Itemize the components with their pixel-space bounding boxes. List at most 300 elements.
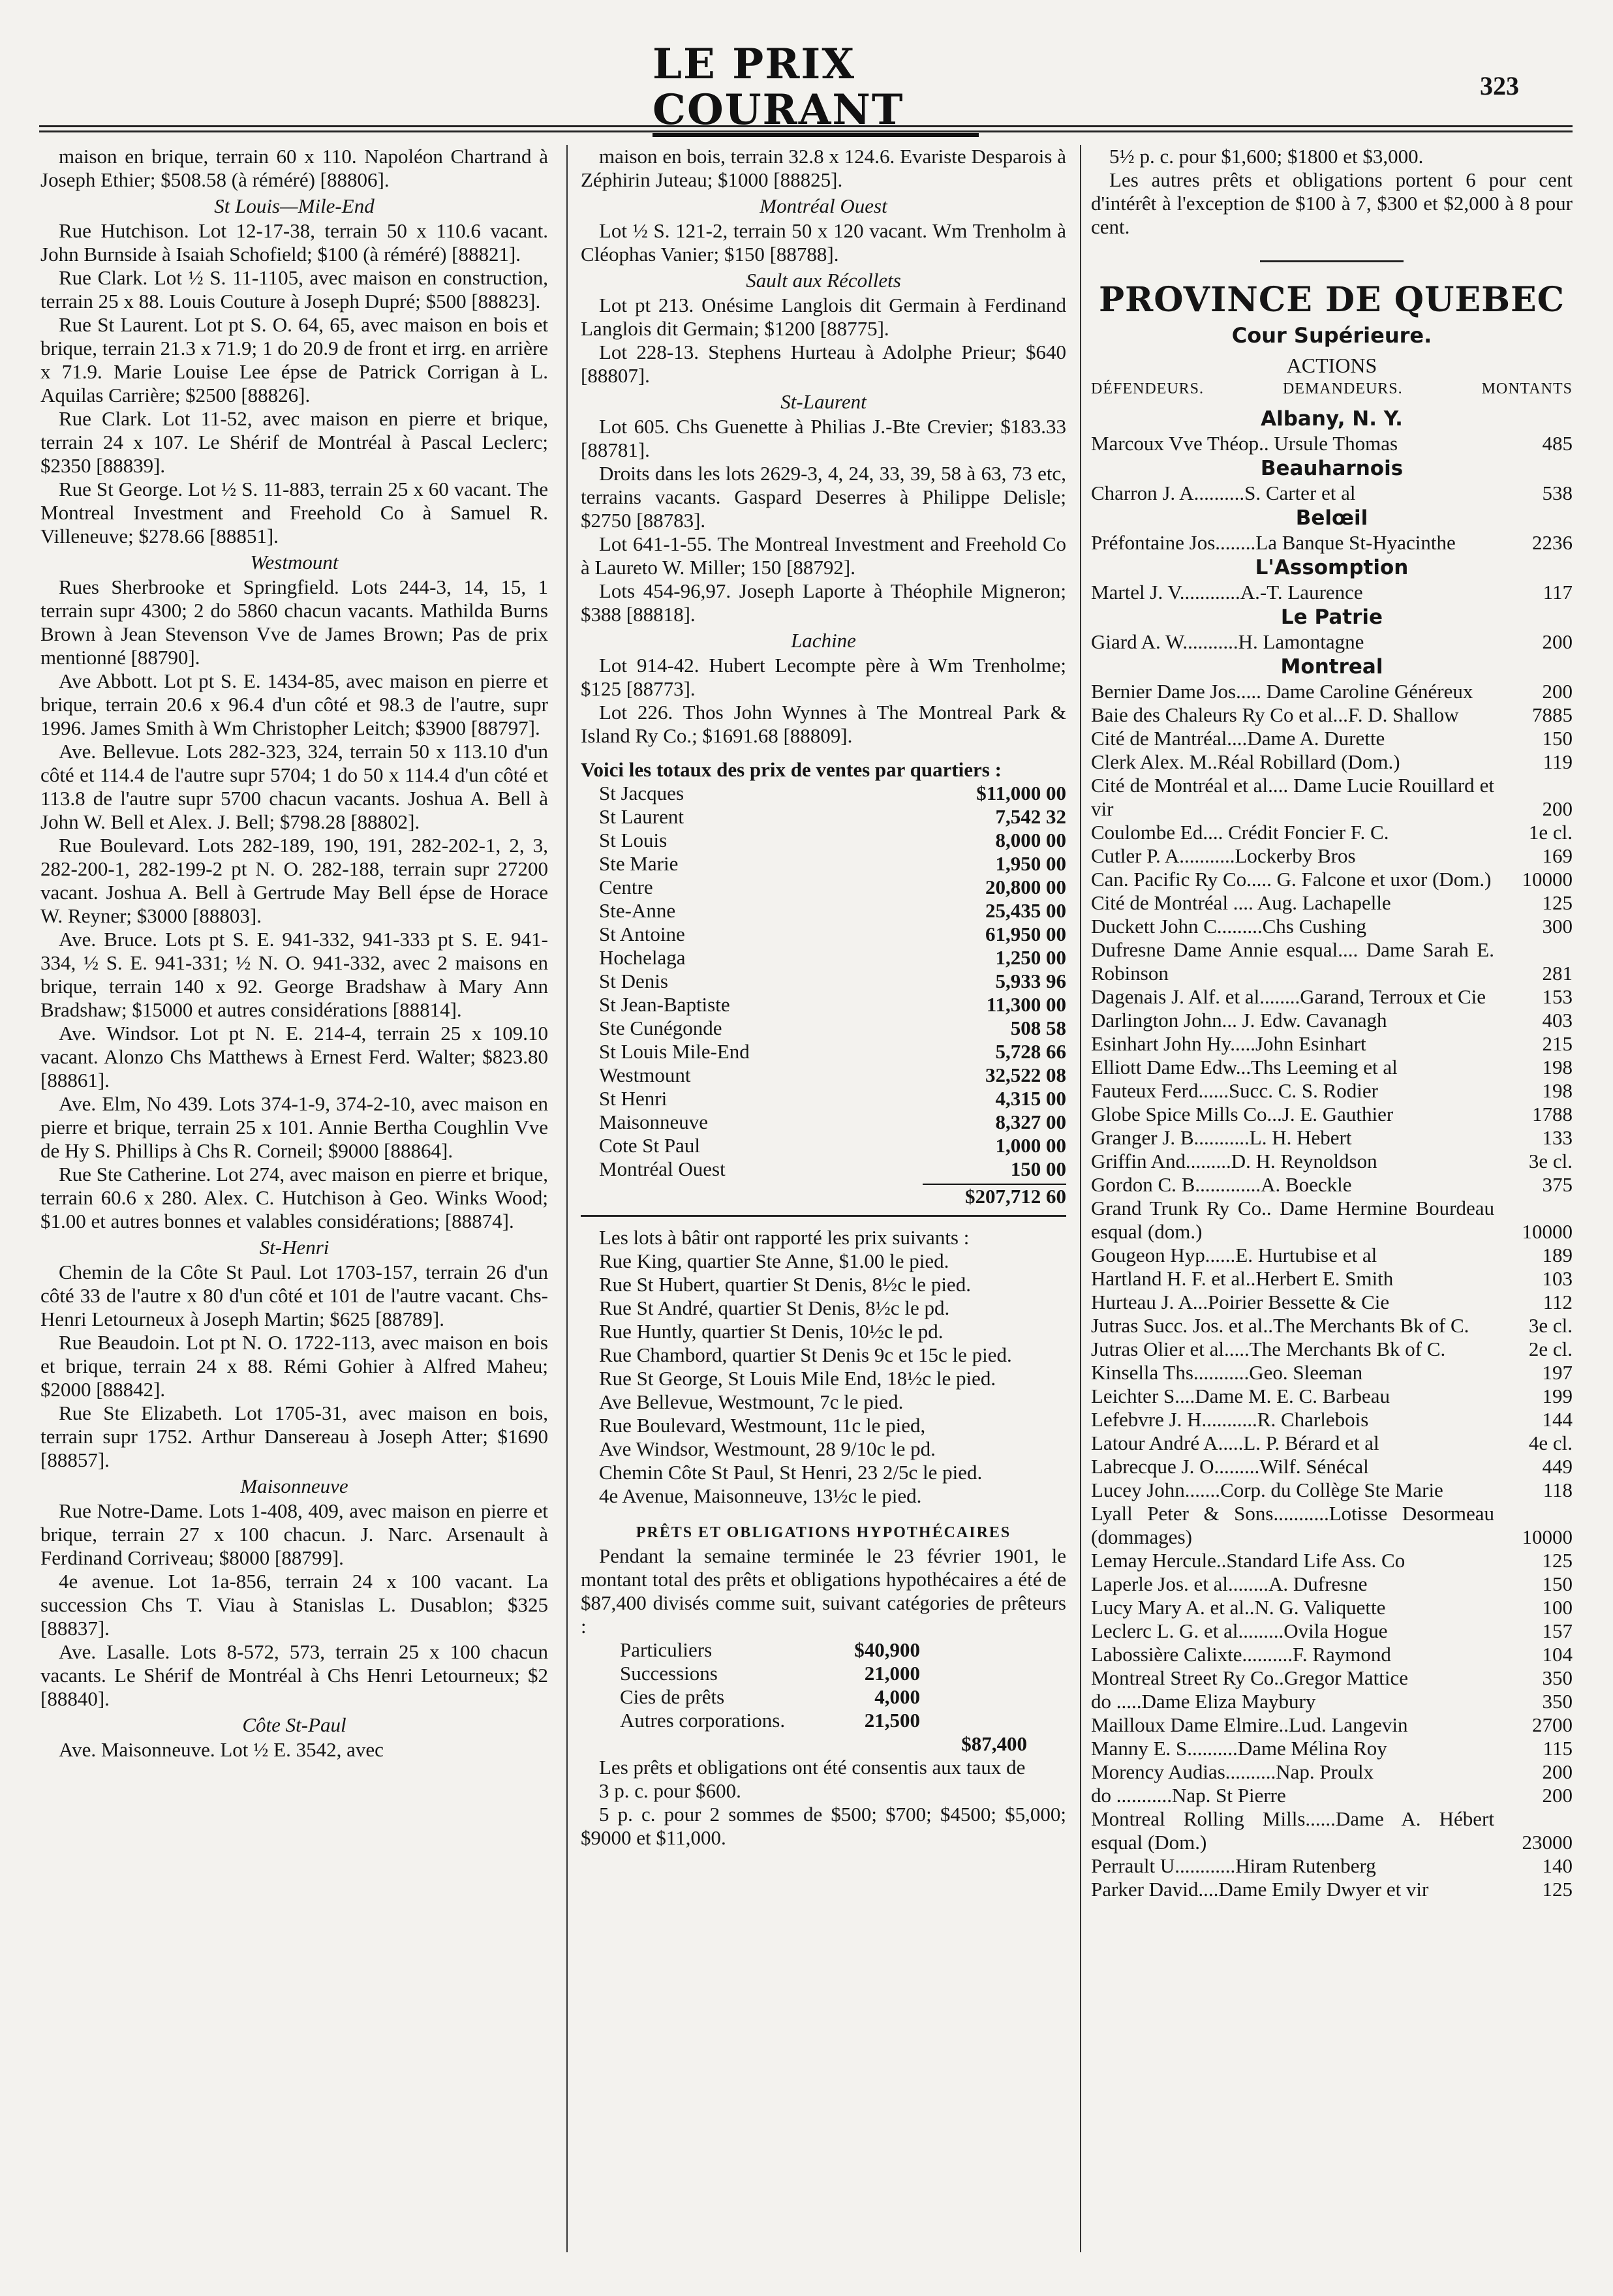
article-paragraph: Rues Sherbrooke et Springfield. Lots 244-3, 14, 15, 1 terrain supr 4300; 2 do 5860 chacun vacants. Mathilda Burns Brown à Jean Stevenson Vve de James Brown; Pas de prix mentionné [88790]. [40,575,548,669]
case-amount: 3e cl. [1528,1150,1573,1172]
case-parties: Préfontaine Jos........La Banque St-Hyacinthe [1091,531,1456,554]
district-name: St Denis [599,970,668,992]
case-parties: Hartland H. F. et al..Herbert E. Smith [1091,1267,1394,1290]
case-parties: Charron J. A..........S. Carter et al [1091,482,1356,504]
city-heading: Montreal [1280,655,1383,679]
loans-total: $87,400 [961,1732,1027,1755]
page-number: 323 [1480,71,1519,100]
case-amount: 150 [1542,727,1573,750]
case-parties: Lemay Hercule..Standard Life Ass. Co [1091,1549,1406,1572]
case-parties: Coulombe Ed.... Crédit Foncier F. C. [1091,821,1389,844]
case-parties: Esinhart John Hy.....John Esinhart [1091,1032,1366,1055]
case-parties: Clerk Alex. M..Réal Robillard (Dom.) [1091,750,1400,773]
case-amount: 2e cl. [1528,1338,1573,1360]
case-parties: Elliott Dame Edw...Ths Leeming et al [1091,1056,1398,1079]
cases-list [1091,407,1573,1901]
lot-price-item: 4e Avenue, Maisonneuve, 13½c le pied. [599,1484,922,1507]
masthead [653,39,979,134]
case-row [1091,891,1573,915]
loan-rate-line: Les autres prêts et obligations portent 6 pour cent d'intérêt à l'exception de $100 à 7, $300 et $2,000 à 8 pour cent. [1091,168,1573,238]
district-total: 7,542 32 [995,805,1066,828]
district-total: 1,250 00 [995,946,1066,969]
case-parties: Lucey John.......Corp. du Collège Ste Marie [1091,1478,1443,1501]
case-amount: 449 [1542,1455,1573,1478]
case-row [1091,1784,1573,1807]
case-parties: Baie des Chaleurs Ry Co et al...F. D. Shallow [1091,703,1459,726]
case-parties: Cité de Mantréal....Dame A. Durette [1091,727,1385,750]
case-parties: Montreal Rolling Mills......Dame A. Hébert esqual (Dom.) [1091,1807,1494,1854]
case-amount: 125 [1542,891,1573,914]
province-title: PROVINCE DE QUEBEC [1098,280,1565,320]
case-parties: Fauteux Ferd......Succ. C. S. Rodier [1091,1079,1378,1102]
article-paragraph: Lot 228-13. Stephens Hurteau à Adolphe Prieur; $640 [88807]. [581,341,1066,387]
case-parties: Marcoux Vve Théop.. Ursule Thomas [1091,432,1398,455]
lot-price-item: Rue Boulevard, Westmount, 11c le pied, [599,1414,926,1437]
case-row [1091,938,1573,985]
case-row [1091,1385,1573,1408]
totals-grand-total: $207,712 60 [965,1185,1066,1208]
case-amount: 403 [1542,1009,1573,1032]
case-parties: Hurteau J. A...Poirier Bessette & Cie [1091,1291,1390,1313]
case-amount: 350 [1542,1666,1573,1689]
case-row [1091,1619,1573,1643]
case-row [1091,1760,1573,1784]
case-row [1091,844,1573,868]
totals-row [581,876,1066,899]
column-separator [566,145,568,2252]
ornamental-rule [1091,248,1573,271]
loan-rate-line: Les prêts et obligations ont été consentis aux taux de [599,1756,1026,1779]
lender-category: Autres corporations. [620,1709,786,1732]
case-row [1091,1854,1573,1878]
case-row [1091,1079,1573,1103]
article-paragraph: Ave. Maisonneuve. Lot ½ E. 3542, avec [59,1738,384,1761]
case-parties: do .....Dame Eliza Maybury [1091,1690,1316,1713]
district-total: 5,728 66 [995,1040,1066,1063]
case-amount: 153 [1542,985,1573,1008]
lender-amount: 21,500 [864,1709,920,1732]
lot-price-item: Rue King, quartier Ste Anne, $1.00 le pied. [599,1249,949,1272]
case-row [1091,1737,1573,1760]
case-amount: 200 [1542,680,1573,703]
case-row [1091,630,1573,654]
column-1 [40,145,548,1762]
case-amount: 281 [1542,962,1573,985]
article-paragraph: Lots 454-96,97. Joseph Laporte à Théophile Migneron; $388 [88818]. [581,579,1066,626]
case-row [1091,1361,1573,1385]
case-row [1091,1267,1573,1291]
lender-category: Successions [620,1662,718,1685]
totals-title: Voici les totaux des prix de ventes par quartiers : [581,758,1002,781]
case-row [1091,1690,1573,1713]
case-amount: 150 [1542,1572,1573,1595]
case-row [1091,1314,1573,1338]
district-name: Cote St Paul [599,1134,701,1157]
article-paragraph: Rue St George. Lot ½ S. 11-883, terrain 25 x 60 vacant. The Montreal Investment and Freehold Co à Samuel R. Villeneuve; $278.66 [88851]. [40,478,548,547]
totals-row [581,993,1066,1017]
article-paragraph: maison en bois, terrain 32.8 x 124.6. Evariste Desparois à Zéphirin Juteau; $1000 [88825]. [581,145,1066,191]
district-total: 4,315 00 [995,1087,1066,1110]
case-row [1091,1197,1573,1244]
article-paragraph: Rue Hutchison. Lot 12-17-38, terrain 50 x 110.6 vacant. John Burnside à Isaiah Schofield; $100 (à réméré) [88821]. [40,219,548,266]
case-parties: Cité de Montréal .... Aug. Lachapelle [1091,891,1391,914]
article-paragraph: Lot 226. Thos John Wynnes à The Montreal Park & Island Ry Co.; $1691.68 [88809]. [581,701,1066,747]
section-heading: Westmount [250,551,339,574]
case-amount: 485 [1542,432,1573,455]
district-total: 11,300 00 [986,993,1066,1016]
article-paragraph: Ave. Lasalle. Lots 8-572, 573, terrain 25 x 100 chacun vacants. Le Shérif de Montréal à Chs Henri Letourneux; $2 [88840]. [40,1640,548,1710]
case-row [1091,1126,1573,1150]
article-paragraph: Rue Clark. Lot ½ S. 11-1105, avec maison en construction, terrain 25 x 88. Louis Couture à Joseph Dupré; $500 [88823]. [40,266,548,313]
case-row [1091,581,1573,604]
district-total: 150 00 [1010,1157,1066,1180]
case-row [1091,1455,1573,1478]
case-amount: 189 [1542,1244,1573,1266]
section-heading: Montréal Ouest [760,194,887,217]
case-amount: 3e cl. [1528,1314,1573,1337]
case-parties: Granger J. B...........L. H. Hebert [1091,1126,1352,1149]
case-amount: 199 [1542,1385,1573,1407]
case-row [1091,482,1573,505]
totals-row [581,1134,1066,1157]
article-paragraph: Ave. Bruce. Lots pt S. E. 941-332, 941-333 pt S. E. 941-334, ½ S. E. 941-331; ½ N. O. 941-332, avec 2 maisons en brique, terrain 140 x 92. George Bradshaw à Mary Ann Bradshaw; $15000 et autres considérations [88814]. [40,928,548,1021]
column-2 [581,145,1066,1850]
district-name: St Louis [599,829,668,851]
case-amount: 118 [1543,1478,1573,1501]
lender-amount: 21,000 [864,1662,920,1685]
section-heading: Maisonneuve [240,1475,348,1497]
lot-price-item: Rue Chambord, quartier St Denis 9c et 15c le pied. [599,1343,1012,1366]
case-parties: Griffin And.........D. H. Reynoldson [1091,1150,1377,1172]
lot-price-item: Chemin Côte St Paul, St Henri, 23 2/5c le pied. [599,1461,983,1484]
actions-title: ACTIONS [1286,354,1377,377]
totals-row [581,805,1066,829]
case-row [1091,727,1573,750]
case-parties: Cutler P. A...........Lockerby Bros [1091,844,1356,867]
totals-row [581,899,1066,923]
case-amount: 125 [1542,1549,1573,1572]
case-amount: 103 [1542,1267,1573,1290]
case-amount: 140 [1542,1854,1573,1877]
lender-category: Particuliers [620,1638,713,1661]
case-row [1091,1572,1573,1596]
city-heading: Le Patrie [1280,605,1383,629]
case-row [1091,1713,1573,1737]
case-row [1091,1408,1573,1431]
case-row [1091,1103,1573,1126]
case-parties: Laperle Jos. et al........A. Dufresne [1091,1572,1368,1595]
article-paragraph: Ave. Elm, No 439. Lots 374-1-9, 374-2-10, avec maison en pierre et brique, terrain 25 x 101. Annie Bertha Coughlin Vve de Hy S. Phillips à Chs R. Corneil; $9000 [88864]. [40,1092,548,1162]
case-amount: 10000 [1522,868,1573,891]
case-parties: Labossière Calixte..........F. Raymond [1091,1643,1391,1666]
case-amount: 215 [1542,1032,1573,1055]
district-total: 25,435 00 [985,899,1066,922]
lots-intro: Les lots à bâtir ont rapporté les prix suivants : [599,1226,970,1249]
case-amount: 119 [1543,750,1573,773]
article-paragraph: Rue Beaudoin. Lot pt N. O. 1722-113, avec maison en bois et brique, terrain 24 x 88. Rémi Gohier à Alfred Maheu; $2000 [88842]. [40,1331,548,1401]
case-parties: Mailloux Dame Elmire..Lud. Langevin [1091,1713,1408,1736]
case-amount: 300 [1542,915,1573,938]
district-name: Westmount [599,1064,691,1086]
lot-price-item: Rue St George, St Louis Mile End, 18½c le pied. [599,1367,996,1390]
header-rule-double [39,130,1573,132]
case-row [1091,1502,1573,1549]
totals-row [581,1157,1066,1181]
case-amount: 104 [1542,1643,1573,1666]
case-amount: 169 [1542,844,1573,867]
case-amount: 198 [1542,1079,1573,1102]
case-amount: 350 [1542,1690,1573,1713]
case-row [1091,1173,1573,1197]
case-parties: do ...........Nap. St Pierre [1091,1784,1286,1807]
masthead-title: LE PRIX COURANT [653,42,979,138]
district-name: Montréal Ouest [599,1157,726,1180]
case-amount: 117 [1543,581,1573,604]
article-paragraph: Rue St Laurent. Lot pt S. O. 64, 65, avec maison en bois et brique, terrain 21.3 x 71.9; 1 do 20.9 de front et irrg. en arrière x 71.9. Marie Louise Lee épse de Patrick Corrigan à L. Aquilas Carrière; $2500 [88826]. [40,313,548,406]
city-heading: Belœil [1295,506,1368,530]
article-paragraph: Lot ½ S. 121-2, terrain 50 x 120 vacant. Wm Trenholm à Cléophas Vanier; $150 [88788]. [581,219,1066,266]
district-name: Ste-Anne [599,899,676,922]
district-total: 508 58 [1010,1017,1066,1039]
case-amount: 1e cl. [1528,821,1573,844]
case-parties: Kinsella Ths...........Geo. Sleeman [1091,1361,1363,1384]
header-demandeurs: DEMANDEURS. [1282,380,1403,397]
case-parties: Duckett John C.........Chs Cushing [1091,915,1366,938]
loans-row [581,1662,1066,1685]
article-paragraph: Ave Abbott. Lot pt S. E. 1434-85, avec maison en pierre et brique, terrain 20.6 x 96.4 d'un côté et 98.3 de l'autre, supr 1996. James Smith à Wm Christopher Leitch; $3900 [88797]. [40,669,548,739]
article-paragraph: Rue Clark. Lot 11-52, avec maison en pierre et brique, terrain 24 x 107. Le Shérif de Montréal à Pascal Leclerc; $2350 [88839]. [40,407,548,477]
case-amount: 375 [1542,1173,1573,1196]
case-row [1091,1291,1573,1314]
section-heading: Côte St-Paul [242,1713,346,1736]
case-row [1091,1431,1573,1455]
case-row [1091,1009,1573,1032]
case-amount: 125 [1542,1878,1573,1901]
city-heading: L'Assomption [1255,556,1409,579]
case-row [1091,1596,1573,1619]
case-parties: Cité de Montréal et al.... Dame Lucie Rouillard et vir [1091,774,1494,820]
case-amount: 2236 [1532,531,1573,554]
district-name: Ste Cunégonde [599,1017,722,1039]
case-parties: Labrecque J. O.........Wilf. Sénécal [1091,1455,1369,1478]
lot-price-item: Rue St André, quartier St Denis, 8½c le pd. [599,1296,950,1319]
case-row [1091,1807,1573,1854]
district-total: 20,800 00 [985,876,1066,898]
case-parties: Dufresne Dame Annie esqual.... Dame Sarah E. Robinson [1091,938,1494,985]
case-parties: Lucy Mary A. et al..N. G. Valiquette [1091,1596,1386,1619]
section-divider [581,1215,1066,1217]
case-row [1091,1643,1573,1666]
district-total: 8,327 00 [995,1110,1066,1133]
article-paragraph: Lot pt 213. Onésime Langlois dit Germain à Ferdinand Langlois dit Germain; $1200 [88775]. [581,294,1066,340]
court-title: Cour Supérieure. [1231,323,1432,348]
totals-row [581,852,1066,876]
case-parties: Leichter S....Dame M. E. C. Barbeau [1091,1385,1390,1407]
column-separator [1080,145,1081,2252]
case-parties: Dagenais J. Alf. et al........Garand, Terroux et Cie [1091,985,1486,1008]
district-name: St Laurent [599,805,684,828]
case-row [1091,985,1573,1009]
case-parties: Latour André A.....L. P. Bérard et al [1091,1431,1379,1454]
case-amount: 200 [1542,1760,1573,1783]
loan-rate-line: 3 p. c. pour $600. [599,1779,741,1802]
case-row [1091,1878,1573,1901]
district-total: 32,522 08 [985,1064,1066,1086]
case-row [1091,432,1573,455]
case-parties: Grand Trunk Ry Co.. Dame Hermine Bourdeau esqual (dom.) [1091,1197,1494,1243]
district-name: St Louis Mile-End [599,1040,750,1063]
case-row [1091,915,1573,938]
lot-price-item: Ave Bellevue, Westmount, 7c le pied. [599,1390,904,1413]
case-amount: 157 [1542,1619,1573,1642]
case-amount: 100 [1542,1596,1573,1619]
article-paragraph: Rue Boulevard. Lots 282-189, 190, 191, 282-202-1, 2, 3, 282-200-1, 282-199-2 pt N. O. 282-188, terrain supr 27200 vacant. Joshua A. Bell à Gertrude May Bell épse de Horace W. Reyner; $3000 [88803]. [40,834,548,927]
case-amount: 2700 [1532,1713,1573,1736]
case-amount: 4e cl. [1528,1431,1573,1454]
district-total: 1,000 00 [995,1134,1066,1157]
case-row [1091,774,1573,821]
totals-row [581,782,1066,805]
header-defendeurs: DÉFENDEURS. [1091,380,1205,397]
district-name: St Jean-Baptiste [599,993,730,1016]
loans-row [581,1685,1066,1709]
city-heading: Albany, N. Y. [1261,407,1403,431]
lender-amount: $40,900 [854,1638,920,1661]
case-parties: Martel J. V............A.-T. Laurence [1091,581,1363,604]
case-row [1091,1338,1573,1361]
case-parties: Giard A. W...........H. Lamontagne [1091,630,1364,653]
case-row [1091,821,1573,844]
case-amount: 198 [1542,1056,1573,1079]
case-amount: 7885 [1532,703,1573,726]
loans-rates-continued [1091,145,1573,239]
district-name: Hochelaga [599,946,686,969]
case-row [1091,1478,1573,1502]
case-parties: Manny E. S..........Dame Mélina Roy [1091,1737,1387,1760]
article-paragraph: Lot 605. Chs Guenette à Philias J.-Bte Crevier; $183.33 [88781]. [581,415,1066,461]
case-parties: Montreal Street Ry Co..Gregor Mattice [1091,1666,1409,1689]
case-parties: Lefebvre J. H...........R. Charlebois [1091,1408,1369,1431]
loan-rate-line: 5 p. c. pour 2 sommes de $500; $700; $4500; $5,000; $9000 et $11,000. [581,1803,1066,1849]
case-row [1091,703,1573,727]
case-parties: Globe Spice Mills Co...J. E. Gauthier [1091,1103,1394,1125]
district-total: 61,950 00 [985,923,1066,945]
section-heading: St-Laurent [780,390,867,413]
district-name: Maisonneuve [599,1110,709,1133]
case-amount: 133 [1542,1126,1573,1149]
article-paragraph: Rue Notre-Dame. Lots 1-408, 409, avec maison en pierre et brique, terrain 27 x 100 chacun. J. Narc. Arsenault à Ferdinand Corriveau; $8000 [88799]. [40,1499,548,1569]
case-parties: Parker David....Dame Emily Dwyer et vir [1091,1878,1429,1901]
case-amount: 144 [1542,1408,1573,1431]
header-rule [39,125,1573,127]
totals-row [581,829,1066,852]
case-parties: Darlington John... J. Edw. Cavanagh [1091,1009,1387,1032]
column-3 [1091,145,1573,1901]
totals-row [581,1064,1066,1087]
loans-row [581,1709,1066,1732]
case-parties: Gordon C. B.............A. Boeckle [1091,1173,1352,1196]
case-parties: Jutras Olier et al.....The Merchants Bk of C. [1091,1338,1446,1360]
case-amount: 23000 [1522,1831,1573,1854]
case-parties: Jutras Succ. Jos. et al..The Merchants Bk of C. [1091,1314,1469,1337]
case-parties: Gougeon Hyp......E. Hurtubise et al [1091,1244,1377,1266]
section-heading: Sault aux Récollets [746,269,901,292]
article-paragraph: maison en brique, terrain 60 x 110. Napoléon Chartrand à Joseph Ethier; $508.58 (à réméré) [88806]. [40,145,548,191]
case-amount: 200 [1542,630,1573,653]
case-row [1091,1244,1573,1267]
district-name: St Henri [599,1087,668,1110]
district-total: 8,000 00 [995,829,1066,851]
case-row [1091,1032,1573,1056]
case-parties: Morency Audias..........Nap. Proulx [1091,1760,1374,1783]
case-row [1091,1666,1573,1690]
loans-intro: Pendant la semaine terminée le 23 février 1901, le montant total des prêts et obligations hypothécaires a été de $87,400 divisés comme suit, suivant catégories de prêteurs : [581,1544,1066,1638]
district-total: 5,933 96 [995,970,1066,992]
district-name: St Jacques [599,782,684,804]
cases-header [1091,377,1573,401]
totals-row [581,923,1066,946]
article-paragraph: Ave. Windsor. Lot pt N. E. 214-4, terrain 25 x 109.10 vacant. Alonzo Chs Matthews à Ernest Ferd. Walter; $823.80 [88861]. [40,1022,548,1092]
loans-title: PRÊTS ET OBLIGATIONS HYPOTHÉCAIRES [636,1524,1011,1541]
case-amount: 10000 [1522,1220,1573,1243]
section-heading: St Louis—Mile-End [214,194,375,217]
case-parties: Can. Pacific Ry Co..... G. Falcone et uxor (Dom.) [1091,868,1492,891]
case-row [1091,680,1573,703]
lot-price-item: Ave Windsor, Westmount, 28 9/10c le pd. [599,1437,936,1460]
case-amount: 112 [1543,1291,1573,1313]
section-heading: St-Henri [259,1236,330,1259]
case-parties: Leclerc L. G. et al.........Ovila Hogue [1091,1619,1388,1642]
article-paragraph: Lot 914-42. Hubert Lecompte père à Wm Trenholme; $125 [88773]. [581,654,1066,700]
district-total: 1,950 00 [995,852,1066,875]
case-amount: 1788 [1532,1103,1573,1125]
district-name: Centre [599,876,653,898]
article-paragraph: 4e avenue. Lot 1a-856, terrain 24 x 100 vacant. La succession Chs T. Viau à Stanislas L. Dusablon; $325 [88837]. [40,1570,548,1640]
article-paragraph: Ave. Bellevue. Lots 282-323, 324, terrain 50 x 113.10 d'un côté et 114.4 de l'autre supr 5704; 1 do 50 x 114.4 d'un côté et 113.8 de l'autre supr 5700 chacun vacants. Joshua A. Bell à John W. Bell et Alex. J. Bell; $798.28 [88802]. [40,740,548,833]
case-parties: Bernier Dame Jos..... Dame Caroline Généreux [1091,680,1473,703]
case-amount: 538 [1542,482,1573,504]
article-paragraph: Lot 641-1-55. The Montreal Investment and Freehold Co à Laureto W. Miller; 150 [88792]. [581,532,1066,579]
case-amount: 197 [1542,1361,1573,1384]
case-amount: 200 [1542,1784,1573,1807]
article-paragraph: Rue Ste Elizabeth. Lot 1705-31, avec maison en bois, terrain supr 1752. Arthur Dansereau à Joseph Atter; $1690 [88857]. [40,1401,548,1471]
lender-category: Cies de prêts [620,1685,725,1708]
article-paragraph: Chemin de la Côte St Paul. Lot 1703-157, terrain 26 d'un côté 33 de l'autre x 80 d'un côté et 101 de l'autre vacant. Chs-Henri Letourneux à Joseph Martin; $625 [88789]. [40,1261,548,1330]
article-paragraph: Rue Ste Catherine. Lot 274, avec maison en pierre et brique, terrain 60.6 x 280. Alex. C. Hutchison à Geo. Winks Wood; $1.00 et autres bonnes et valables considérations; [88874]. [40,1163,548,1232]
loan-rate-line: 5½ p. c. pour $1,600; $1800 et $3,000. [1109,145,1424,168]
totals-row [581,1040,1066,1064]
lot-price-item: Rue Huntly, quartier St Denis, 10½c le pd. [599,1320,944,1343]
case-amount: 200 [1542,797,1573,820]
district-name: Ste Marie [599,852,679,875]
lender-amount: 4,000 [874,1685,920,1708]
case-row [1091,531,1573,555]
case-parties: Lyall Peter & Sons...........Lotisse Desormeau (dommages) [1091,1502,1494,1548]
lots-prices-list [581,1249,1066,1508]
totals-row [581,970,1066,993]
case-row [1091,868,1573,891]
case-row [1091,1056,1573,1079]
header-montants: MONTANTS [1481,380,1573,397]
section-heading: Lachine [791,629,856,652]
column-2-sales [581,145,1066,748]
lot-price-item: Rue St Hubert, quartier St Denis, 8½c le pied. [599,1273,971,1296]
loans-row [581,1638,1066,1662]
case-amount: 10000 [1522,1525,1573,1548]
totals-row [581,1087,1066,1110]
article-paragraph: Droits dans les lots 2629-3, 4, 24, 33, 39, 58 à 63, 73 etc, terrains vacants. Gaspard Deserres à Philippe Delisle; $2750 [88783]. [581,462,1066,532]
totals-row [581,1110,1066,1134]
